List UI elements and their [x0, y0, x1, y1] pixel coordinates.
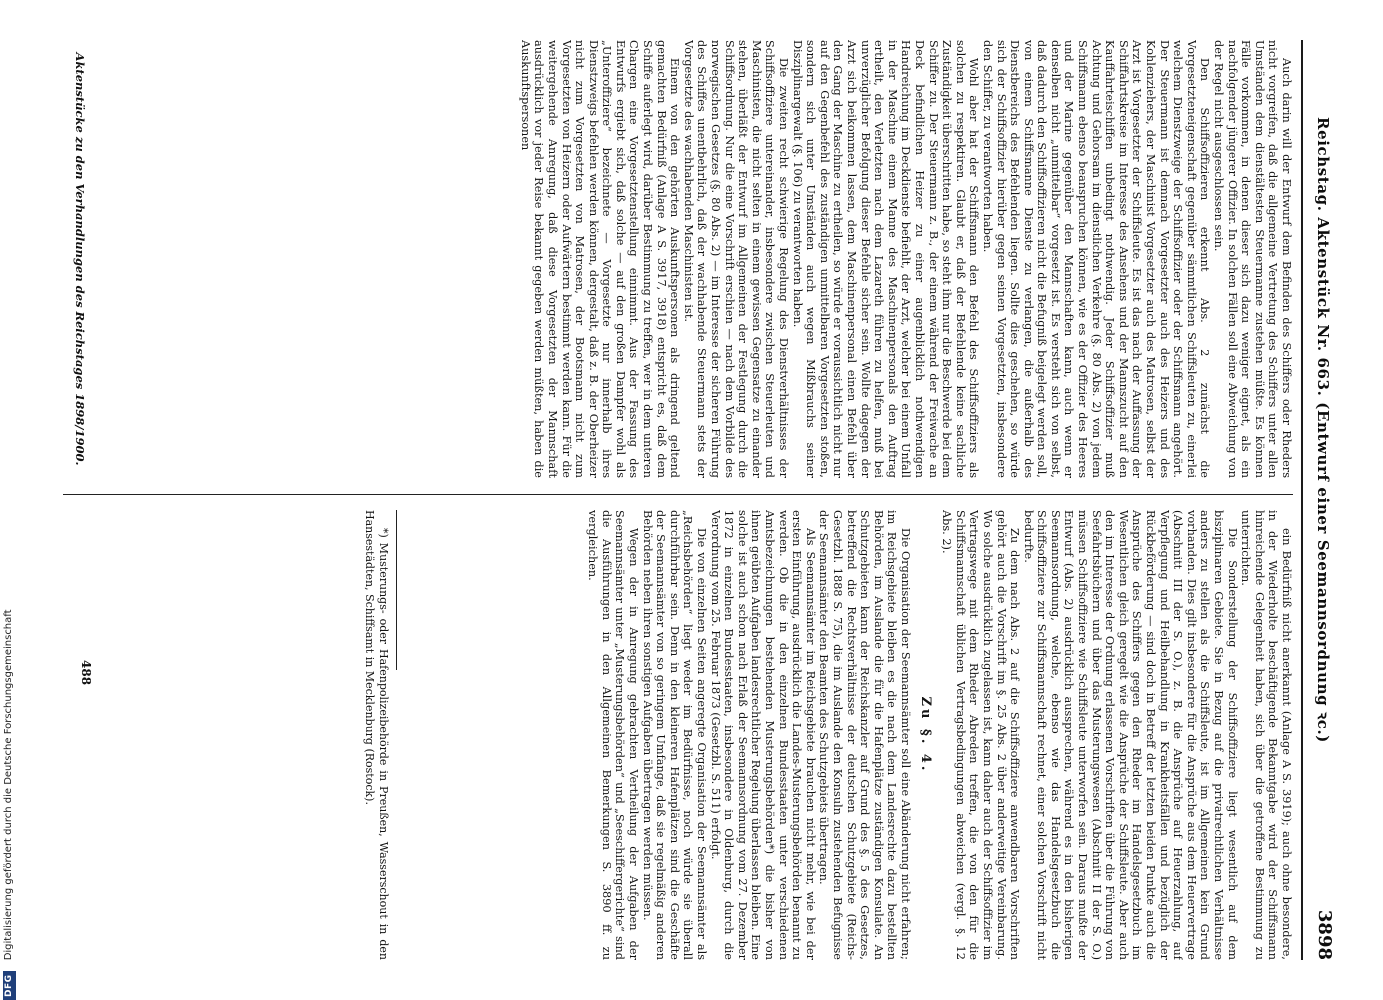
- header-rule: [1301, 40, 1303, 960]
- left-column: [63, 40, 1293, 478]
- column-divider: [63, 494, 1293, 495]
- paragraph: Die zweiten recht schwierige Regelung des Dienstverhältnisses der Schiffsoffiziere untereinander, insbesondere zwischen Steuerleuten und Maschinisten, die nicht selten in einem gewissen Gegensatze zu einander stehen, überläßt der Entwurf im Allgemeinen der Festlegung durch die Schiffsordnung. Nur die eine Vorschrift erschien — nach dem Vorbilde des norwegischen Gesetzes (§. 80 Abs. 2) — im Interesse der sicheren Führung des Schiffes unentbehrlich, daß der wachhabende Steuermann stets der Vorgesetzte des wachhabenden Maschinisten ist.: [681, 40, 791, 478]
- credit-text: Digitalisierung gefördert durch die Deutsche Forschungsgemeinschaft: [3, 609, 14, 961]
- paragraph: Wegen der in Anregung gebrachten Vertheilung der Aufgaben der Seemannsämter unter „Musterungsbehörden“ und „Seeschiffergerichte“ sind die Ausführungen in den Allgemeinen Bemerkungen S. 3890 ff. zu vergleichen.: [586, 510, 641, 960]
- footnote-rule: [396, 510, 397, 670]
- paragraph: Die von einzelnen Seiten angeregte Organisation der Seemannsämter als „Reichsbehörden“ liegt weder im Bedürfnisse, noch würde sie überall durchführbar sein. Denn in den kleineren Hafenplätzen sind die Geschäfte der Seemannsämter von so geringem Umfange, daß sie regelmäßig anderen Behörden neben ihren sonstigen Aufgaben übertragen werden müssen.: [640, 510, 709, 960]
- page-number: 3898: [1314, 909, 1335, 960]
- paragraph: Den Schiffsoffizieren erkennt Abs. 2 zunächst die Vorgesetzteneigenschaft gegenüber sämmtlichen Schiffsleuten zu, einerlei welchem Dienstzweige der Schiffsoffizier oder der Schiffsmann angehört. Der Steuermann ist demnach Vorgesetzter auch des Heizers und des Kohlenziehers, der Maschinist Vorgesetzter auch des Matrosen, selbst der Arzt ist Vorgesetzter der Schiffsleute. Es ist das nach der Auffassung der Schiffahrtskreise im Interesse des Ansehens und der Mannszucht auf den Kauffahrteischiffen unbedingt nothwendig. Jeder Schiffsoffizier muß Achtung und Gehorsam im dienstlichen Verkehre (§. 80 Abs. 2) von jedem Schiffsmann ebenso beanspruchen können, wie es der Offizier des Heeres und der Marine gegenüber den Mannschaften kann, auch wenn er denselben nicht „unmittelbar“ vorgesetzt ist. Es versteht sich von selbst, daß dadurch den Schiffsoffizieren nicht die Befugniß beigelegt werden soll, von einem Schiffsmanne Dienste zu verlangen, die außerhalb des Dienstbereichs des Befehlenden liegen. Sollte dies geschehen, so würde sich der Schiffsoffizier hierüber gegen seinen Vorgesetzten, insbesondere den Schiffer, zu verantworten haben.: [980, 40, 1212, 478]
- paragraph: Auch darin will der Entwurf dem Befinden des Schiffers oder Rheders nicht vorgreifen, daß die allgemeine Vertretung des Schiffers unter allen Umständen dem dienstältesten Steuermanne zustehen müßte. Es können Fälle vorkommen, in denen dieser sich dazu weniger eignet, als ein nachfolgender jüngerer Offizier. In solchen Fällen soll eine Abweichung von der Regel nicht ausgeschlossen sein.: [1212, 40, 1293, 478]
- paragraph: Als Seemannsämter im Reichsgebiete brauchen nicht mehr, wie bei der ersten Einführung, ausdrücklich die Landes-Musterungsbehörden benannt zu werden. Ob die in den einzelnen Bundesstaaten unter verschiedenen Amtsbezeichnungen bestehenden Musterungsbehörden*) die bisher von ihnen geübten Aufgaben landesrechtlicher Regelung überlassen bleiben. Eine solche ist auch schon nach Erlaß der Seemannsordnung vom 27. Dezember 1872 in einzelnen Bundesstaaten, insbesondere in Oldenburg, durch die Verordnung vom 25. Februar 1873 (Gesetzbl. S. 511) erfolgt.: [708, 510, 817, 960]
- paragraph: Zu dem nach Abs. 2 auf die Schiffsoffiziere anwendbaren Vorschriften gehört auch die Vorschrift im §. 25 Abs. 2 über anderweitige Vereinbarung. Wo solche ausdrücklich zugelassen ist, kann daher auch der Schiffsoffizier im Vertragswege mit dem Rheder Abreden treffen, die von den für die Schiffsmannschaft üblichen Vertragsbedingungen abweichen (vergl. §. 12 Abs. 2).: [940, 510, 1022, 960]
- digitization-credit: [2, 0, 16, 1000]
- paragraph: ein Bedürfniß nicht anerkannt (Anlage A S. 3919); auch ohne besondere, in der Wiederholte beschäftigende Bekanntgabe wird der Schiffsmann hinreichende Gelegenheit haben, sich über die getroffene Bestimmung zu unterrichten.: [1239, 510, 1293, 960]
- source-line: Aktenstücke zu den Verhandlungen des Reichstages 1898/1900.: [73, 52, 87, 466]
- right-column: [63, 510, 1293, 960]
- footnote: *) Musterungs- oder Hafenpolizeibehörde in Preußen, Wasserschout in den Hansestädten, Schiffsamt in Mecklenburg (Rostock).: [363, 510, 390, 960]
- paragraph: Die Sonderstellung der Schiffsoffiziere liegt wesentlich auf dem bisziplinaren Gebiete. Sie in Bezug auf die privatrechtlichen Verhältnisse anders zu stellen als die Schiffsleute, ist im Allgemeinen kein Grund vorhanden. Dies gilt insbesondere für die Ansprüche aus dem Heuervertrage (Abschnitt III der S. O.), z. B. die Ansprüche auf Heuerzahlung, auf Verpflegung und Heilbehandlung in Krankheitsfällen und bezüglich der Rückbeförderung — sind doch in Betreff der letzten beiden Punkte auch die Ansprüche des Schiffers gegen den Rheder im Handelsgesetzbuch im Wesentlichen gleich geregelt wie die Ansprüche der Schiffsleute. Aber auch den im Interesse der Ordnung erlassenen Vorschriften über die Führung von Seefahrtsbüchern und über das Musterungswesen (Abschnitt II der S. O.) müssen Schiffsoffiziere wie Schiffsleute unterworfen sein. Daraus mußte der Entwurf (Abs. 2) ausdrücklich aussprechen, während es in den bisherigen Seemannsordnung, welche, ebenso wie das Handelsgesetzbuch die Schiffsoffiziere zur Schiffsmannschaft rechnet, einer solchen Vorschrift nicht bedurfte.: [1021, 510, 1239, 960]
- dfg-logo: DFG: [3, 971, 16, 1000]
- page-header: [1305, 40, 1339, 960]
- running-title: Reichstag. Aktenstück Nr. 663. (Entwurf einer Seemannsordnung ꝛc.): [1314, 117, 1332, 743]
- paragraph: Einem von den gehörten Auskunftspersonen als dringend geltend gemachten Bedürfniß (Anlage A S. 3917, 3918) entspricht es, daß dem Schiffe auferlegt wird, darüber Bestimmung zu treffen, wer in dem unteren Chargen eine Vorgesetztenstellung einnimmt. Aus der Fassung des Entwurfs ergiebt sich, daß solche — auf den großen Dampfer wohl als „Unteroffiziere“ bezeichnete — Vorgesetzte nur innerhalb ihres Dienstzweigs befehlen werden können, dergestalt, daß z. B. der Oberheizer nicht zum Vorgesetzten von Matrosen, der Bootsmann nicht zum Vorgesetzten von Heizern oder Aufwärtern bestimmt werden kann. Für die weitergehende Anregung, daß diese Vorgesetzten der Mannschaft ausdrücklich vor jeder Reise bekannt gegeben werden müßten, haben die Auskunftspersonen: [518, 40, 682, 478]
- paragraph: Wohl aber hat der Schiffsmann den Befehl des Schiffsoffiziers als solchen zu respektiren. Glaubt er, daß der Befehlende keine sachliche Zuständigkeit überschritten habe, so steht ihm nur die Beschwerde bei dem Schiffer zu. Der Steuermann z. B., der einem während der Freiwache an Deck befindlichen Heizer zu einer augenblicklich nothwendigen Handreichung im Deckdienste befiehlt, der Arzt, welcher bei einem Unfall in der Maschine einem Manne des Maschinenpersonals den Auftrag ertheilt, den Verletzten nach dem Lazareth führen zu helfen, muß bei unverzüglicher Befolgung dieser Befehle sicher sein. Wollte dagegen der Arzt sich beikommen lassen, dem Maschinenpersonal einen Befehl über den Gang der Maschine zu ertheilen, so würde er voraussichtlich nicht nur auf den Gegenbefehl des zuständigen unmittelbaren Vorgesetzten stoßen, sondern sich unter Umständen auch wegen Mißbrauchs seiner Disziplinargewalt (§. 106) zu verantworten haben.: [790, 40, 981, 478]
- right-column-body: [403, 510, 1293, 960]
- paragraph: Die Organisation der Seemannsämter soll eine Abänderung nicht erfahren; im Reichsgebiete bleiben es die nach dem Landesrechte dazu bestellten Behörden, im Auslande die für die Hafenplätze zuständigen Konsulate. An Schutzgebieten kann der Reichskanzler auf Grund des §. 5 des Gesetzes, betreffend die Rechtsverhältnisse der deutschen Schutzgebiete (Reichs-Gesetzbl. 1888 S. 75), die im Auslande den Konsuln zustehenden Befugnisse der Seemannsämter den Beamten des Schutzgebiets übertragen.: [817, 510, 912, 960]
- bottom-page-number: 488: [79, 660, 93, 686]
- section-heading: Zu §. 4.: [917, 696, 933, 774]
